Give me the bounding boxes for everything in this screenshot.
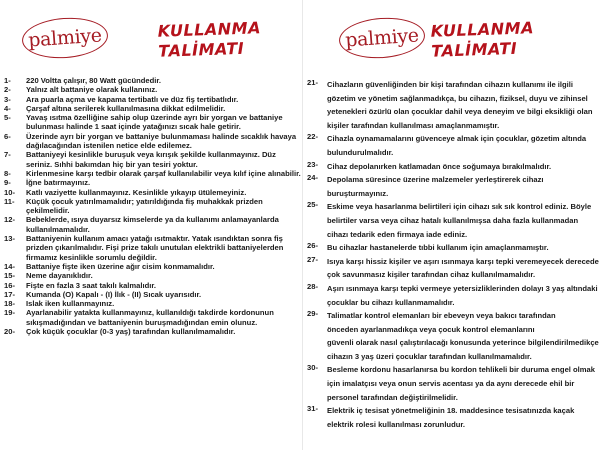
brand-logo-text: palmiye	[27, 24, 103, 52]
instruction-line: seriniz. Sıhhi bakımdan hiç bir yan tesiri yoktur.	[26, 159, 198, 169]
instruction-item	[307, 132, 596, 159]
instruction-number: 31-	[307, 404, 318, 414]
instruction-text	[327, 404, 596, 431]
instruction-line: çok savunmasız kişiler tarafından cihaz kullanılmamalıdır.	[327, 270, 536, 280]
instruction-number: 7-	[4, 150, 11, 160]
page-title	[157, 18, 262, 62]
brand-logo	[338, 15, 427, 61]
instruction-text	[26, 234, 298, 262]
instruction-text	[327, 173, 596, 200]
instruction-number: 14-	[4, 261, 15, 271]
instruction-line: Cihazla oynamamalarını güvenceye almak için çocuklar, gözetim altında	[327, 134, 587, 144]
instruction-item	[4, 262, 298, 271]
instruction-text	[26, 327, 298, 336]
instruction-line: firmamız kesinlikle sorumlu değildir.	[26, 252, 157, 262]
instruction-line: bulunması halinde 1 saat içinde yatağınızı sıcak hale getirir.	[26, 122, 241, 132]
instruction-line: Bebeklerde, ısıya duyarsız kimselerde ya da kullanımı anlamayanlarda	[26, 215, 279, 225]
instruction-line: Kumanda (O) Kapalı - (I) İlık - (II) Sıcak uyarısıdır.	[26, 289, 202, 299]
instruction-line: Ara puarla açma ve kapama tertibatlı ve düz fiş tertibatlıdır.	[26, 94, 239, 104]
instruction-number: 28-	[307, 281, 318, 291]
instruction-text	[26, 95, 298, 104]
instruction-line: Islak iken kullanmayınız.	[26, 299, 115, 309]
title-line-2: TALİMATI	[158, 38, 245, 61]
instruction-line: Elektrik iç tesisat yönetmeliğinin 18. maddesince tesisatınızda kaçak	[327, 406, 575, 416]
instruction-number: 1-	[4, 76, 11, 85]
instruction-item	[4, 85, 298, 94]
instruction-item	[307, 404, 596, 431]
brand-logo	[21, 15, 110, 61]
instruction-text	[327, 78, 596, 132]
instruction-text	[26, 262, 298, 271]
instruction-item	[307, 173, 596, 200]
instruction-line: buruşturmayınız.	[327, 188, 389, 198]
instruction-text	[327, 160, 596, 174]
instruction-item	[4, 215, 298, 234]
instruction-line: Battaniye fişte iken üzerine ağır cisim konmamalıdır.	[26, 261, 215, 271]
instruction-number: 18-	[4, 299, 15, 309]
instruction-item	[4, 150, 298, 169]
instruction-line: Aşırı ısınmaya karşı tepki vermeye yetersizliklerinden dolayı 3 yaş altındaki	[327, 283, 598, 293]
instruction-line: Depolama süresince üzerine malzemeler yerleştirerek cihazı	[327, 175, 544, 185]
instruction-line: Battaniyenin kullanım amacı yatağı ısıtmaktır. Yatak ısındıktan sonra fiş	[26, 234, 283, 244]
instruction-number: 6-	[4, 131, 11, 141]
instruction-item	[4, 290, 298, 299]
instruction-number: 24-	[307, 173, 318, 183]
instruction-list	[4, 76, 301, 337]
instruction-number: 11-	[4, 196, 15, 206]
instruction-item	[307, 309, 599, 363]
instruction-line: önceden ayarlanmadıkça veya çocuk kontrol elemanlarını	[327, 324, 535, 334]
instruction-line: Yalnız alt battaniye olarak kullanınız.	[26, 85, 158, 95]
instruction-line: Bu cihazlar hastanelerde tıbbi kullanım için amaçlanmamıştır.	[327, 243, 549, 253]
instruction-number: 30-	[307, 363, 318, 373]
instruction-item	[307, 254, 599, 282]
instruction-text	[26, 308, 298, 327]
instruction-number: 27-	[307, 254, 318, 264]
instruction-number: 9-	[4, 178, 11, 188]
instruction-item	[4, 234, 298, 262]
instruction-text	[327, 241, 596, 255]
instruction-text	[26, 169, 301, 178]
instruction-text	[327, 309, 599, 363]
instruction-number: 17-	[4, 289, 15, 299]
instruction-line: Kirlenmesine karşı tedbir olarak çarşaf kullanılabilir veya kılıf içine alınabilir.	[26, 168, 301, 178]
instruction-number: 10-	[4, 187, 15, 197]
instruction-line: belirtiler varsa veya cihaz hatalı kullanılmışsa daha fazla kullanmadan	[327, 215, 579, 225]
instruction-line: Yavaş ısıtma özelliğine sahip olup üzerinde ayrı bir yorgan ve battaniye	[26, 113, 283, 123]
title-line-1: KULLANMA	[157, 18, 262, 41]
instruction-number: 5-	[4, 113, 11, 123]
instruction-item	[4, 327, 298, 336]
instruction-text	[26, 290, 298, 299]
instruction-text	[26, 281, 298, 290]
instruction-item	[4, 271, 298, 280]
instruction-line: Eskime veya hasarlanma belirtileri için cihazı sık sık kontrol ediniz. Böyle	[327, 202, 592, 212]
instruction-line: Battaniyeyi kesinlikle buruşuk veya kırışık şekilde kullanmayınız. Düz	[26, 150, 276, 160]
instruction-line: İğne batırmayınız.	[26, 178, 91, 188]
instruction-number: 25-	[307, 200, 318, 210]
instruction-item	[4, 178, 298, 187]
instruction-line: sıkışmadığından ve battaniyenin buruşmadığından emin olunuz.	[26, 317, 258, 327]
brand-logo-text: palmiye	[344, 24, 420, 52]
page-title	[430, 18, 535, 62]
instruction-text	[26, 188, 298, 197]
instruction-item	[4, 299, 298, 308]
instruction-text	[26, 132, 298, 151]
instruction-line: personel tarafından değiştirilmelidir.	[327, 392, 458, 402]
instruction-text	[327, 363, 596, 404]
instruction-line: Fişte en fazla 3 saat takılı kalmalıdır.	[26, 280, 156, 290]
instruction-line: Cihaz depolanırken katlamadan önce soğumaya bırakılmalıdır.	[327, 161, 552, 171]
instruction-item	[307, 363, 596, 404]
instruction-item	[307, 200, 596, 241]
instruction-text	[327, 255, 599, 282]
instruction-item	[4, 113, 298, 132]
instruction-line: 220 Voltta çalışır, 80 Watt gücündedir.	[26, 76, 162, 85]
instruction-line: Isıya karşı hissiz kişiler ve aşırı ısınmaya karşı tepki veremeyecek derecede	[327, 256, 599, 266]
instruction-number: 2-	[4, 85, 11, 95]
instruction-line: yetenekleri özürlü olan çocuklar dahil veya deneyim ve bilgi eksikliği olan	[327, 107, 593, 117]
instruction-line: için imalatçısı veya onun servis acentası ya da aynı derecede ehil bir	[327, 379, 575, 389]
instruction-line: Ayarlanabilir yatakta kullanmayınız, kullanıldığı takdirde kordonunun	[26, 308, 274, 318]
instruction-line: dağılacağından istenilen netice elde edilemez.	[26, 141, 192, 151]
instruction-line: Üzerinde ayrı bir yorgan ve battaniye bulunmaması halinde sıcaklık havaya	[26, 131, 297, 141]
instruction-text	[26, 215, 298, 234]
instruction-text	[26, 197, 298, 216]
instruction-item	[307, 282, 596, 309]
left-header	[0, 0, 302, 72]
instruction-text	[26, 113, 298, 132]
instruction-line: Küçük çocuk yatırılmamalıdır; yatırıldığında fiş muhakkak prizden	[26, 196, 263, 206]
instruction-line: Cihazların güvenliğinden bir kişi tarafından cihazın kullanımı ile ilgili	[327, 80, 573, 89]
instruction-number: 8-	[4, 168, 11, 178]
instruction-line: prizden çıkarılmalıdır. Fişi prize takılı unutulan elektrikli battaniyelerden	[26, 243, 284, 253]
title-line-2: TALİMATI	[431, 38, 518, 61]
instruction-line: cihazın 3 yaş üzeri çocuklar tarafından kullanılmamalıdır.	[327, 351, 532, 361]
instruction-line: Çarşaf altına serilerek kullanılmasına dikkat edilmelidir.	[26, 103, 226, 113]
instruction-item	[307, 78, 596, 132]
instruction-text	[26, 150, 298, 169]
instruction-line: kullanılmamalıdır.	[26, 224, 90, 234]
instruction-line: cihazı tedarik eden firmaya iade ediniz.	[327, 229, 468, 239]
instruction-number: 21-	[307, 78, 318, 87]
instruction-line: Besleme kordonu hasarlanırsa bu kordon tehlikeli bir duruma engel olmak	[327, 365, 595, 375]
instruction-number: 3-	[4, 94, 11, 104]
instruction-line: gözetim ve yönetim sağlanmadıkça, bu cihazın, fiziksel, duyu ve zihinsel	[327, 93, 588, 103]
instruction-line: elektrik rolesi kullanılması zorunludur.	[327, 419, 465, 429]
right-header	[303, 0, 600, 72]
instruction-item	[4, 104, 298, 113]
instruction-number: 4-	[4, 103, 11, 113]
instruction-text	[327, 200, 596, 241]
instruction-text	[26, 178, 298, 187]
instruction-number: 19-	[4, 308, 15, 318]
instruction-text	[26, 85, 298, 94]
instruction-number: 13-	[4, 234, 15, 244]
instruction-item	[4, 76, 298, 85]
instruction-item	[4, 281, 298, 290]
right-page	[302, 0, 600, 450]
instruction-number: 12-	[4, 215, 15, 225]
instruction-line: kişiler tarafından kullanılması amaçlanmamıştır.	[327, 120, 500, 130]
instruction-text	[26, 271, 298, 280]
instruction-number: 16-	[4, 280, 15, 290]
instruction-text	[327, 282, 598, 309]
instruction-text	[26, 104, 298, 113]
instruction-number: 26-	[307, 241, 318, 251]
instruction-item	[307, 241, 596, 255]
instruction-line: güvenli olarak nasıl çalıştırılacağı konusunda yeterince bilgilendirilmedikçe	[327, 338, 599, 348]
instruction-item	[4, 95, 298, 104]
instruction-number: 22-	[307, 132, 318, 142]
instruction-number: 29-	[307, 309, 318, 319]
instruction-item	[4, 132, 298, 151]
instruction-number: 20-	[4, 327, 15, 337]
instruction-item	[4, 308, 298, 327]
instruction-text	[26, 299, 298, 308]
instruction-line: Neme dayanıklıdır.	[26, 271, 93, 281]
instruction-list	[307, 78, 599, 431]
instruction-line: Talimatlar kontrol elemanları bir ebeveyn veya bakıcı tarafından	[327, 311, 556, 321]
instruction-item	[4, 168, 301, 178]
instruction-item	[307, 160, 596, 174]
title-line-1: KULLANMA	[430, 18, 535, 41]
instruction-line: çocuklar bu cihazı kullanmamalıdır.	[327, 297, 455, 307]
instruction-line: çekilmelidir.	[26, 206, 70, 216]
instruction-item	[4, 188, 298, 197]
instruction-text	[26, 76, 298, 85]
instruction-text	[327, 132, 596, 159]
instruction-line: Katlı vaziyette kullanmayınız. Kesinlikle yıkayıp ütülemeyiniz.	[26, 187, 247, 197]
instruction-number: 15-	[4, 271, 15, 281]
instruction-line: bulundurulmalıdır.	[327, 147, 394, 157]
instruction-item	[4, 197, 298, 216]
instruction-number: 23-	[307, 159, 318, 169]
instruction-line: Çok küçük çocuklar (0-3 yaş) tarafından kullanılmamalıdır.	[26, 327, 236, 337]
